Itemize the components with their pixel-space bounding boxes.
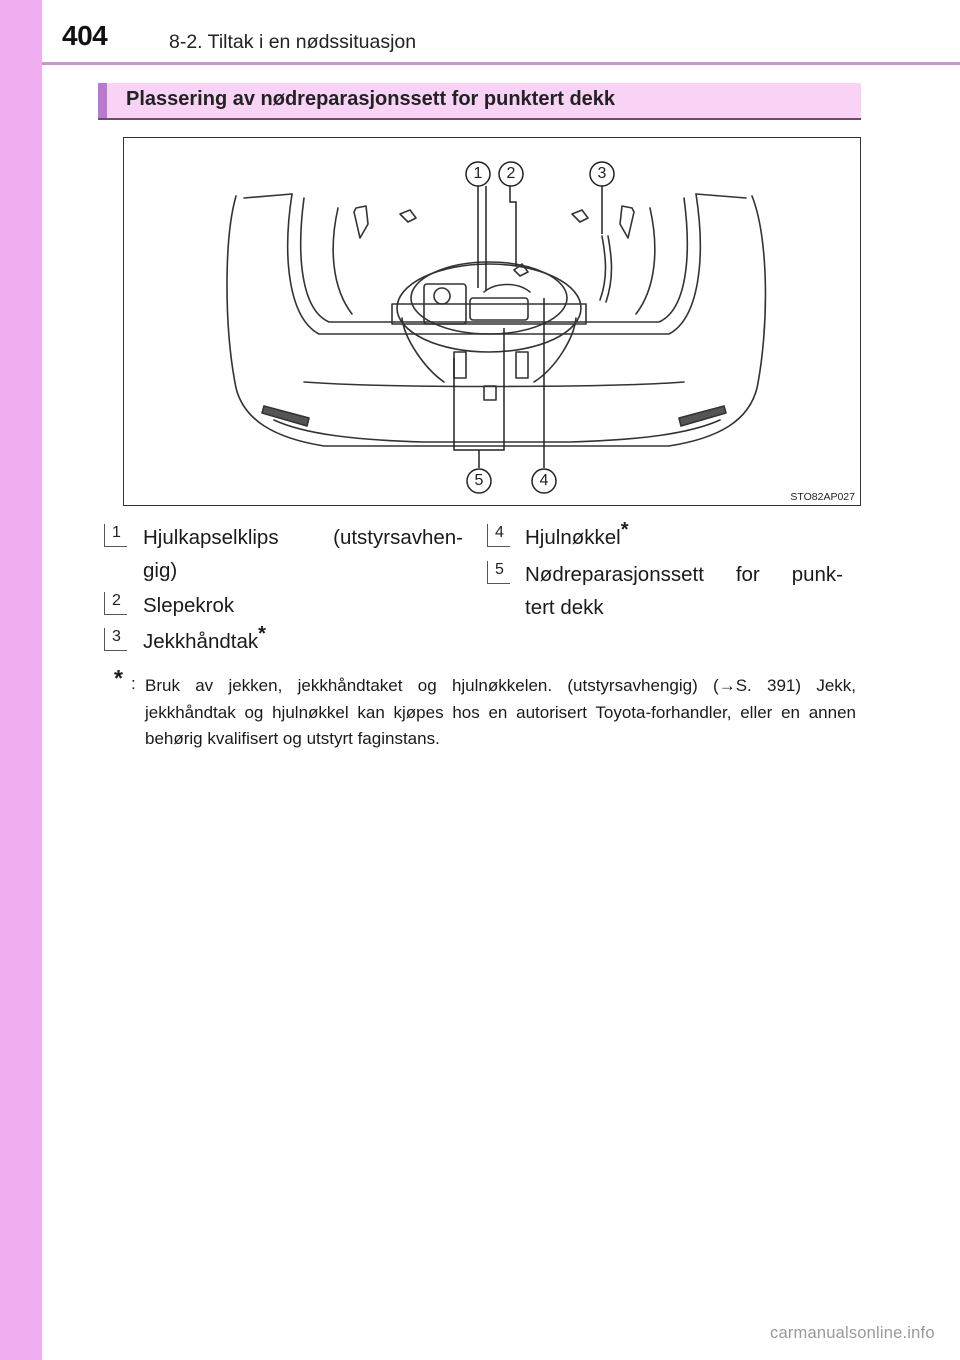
section-header [98, 83, 861, 119]
legend-badge-2: 2 [104, 592, 127, 615]
car-rear-drawing [124, 138, 862, 507]
page-number: 404 [62, 20, 108, 51]
footnote-asterisk: * [114, 665, 123, 691]
legend-item-5-line2: tert dekk [525, 596, 604, 619]
legend-item-2: Slepekrok [143, 594, 235, 617]
callout-5: 5 [466, 468, 492, 494]
header-rule [42, 62, 960, 65]
legend-badge-5: 5 [487, 561, 510, 584]
section-header-underline [98, 118, 861, 120]
legend-item-4 [525, 521, 629, 554]
legend-item-1-line1: Hjulkapselklips (utstyrsavhen- [143, 526, 463, 549]
callout-3: 3 [589, 161, 615, 187]
legend-item-4-label: Hjulnøkkel [525, 526, 621, 549]
legend-badge-1: 1 [104, 524, 127, 547]
legend-item-3-label: Jekkhåndtak [143, 630, 259, 653]
legend-item-4-asterisk: * [620, 519, 629, 542]
legend-item-3-asterisk: * [258, 623, 266, 646]
footnote-text: Bruk av jekken, jekkhåndtaket og hjulnøkkelen. (utstyrsavhengig) (→S. 391) Jekk, jekkhåndtak og hjulnøkkel kan kjøpes hos en autorisert Toyota-forhandler, eller en annen behørig kvalifisert og utstyrt faginstans. [145, 676, 856, 748]
legend-badge-3: 3 [104, 628, 127, 651]
chapter-title: 8-2. Tiltak i en nødssituasjon [169, 31, 417, 53]
watermark: carmanualsonline.info [770, 1324, 935, 1342]
section-title: Plassering av nødreparasjonssett for punktert dekk [126, 88, 616, 110]
callout-1: 1 [465, 161, 491, 187]
legend-item-5-line1: Nødreparasjonssett for punk- [525, 563, 843, 586]
side-tab-band [0, 0, 42, 1360]
legend-badge-4: 4 [487, 524, 510, 547]
trunk-illustration [123, 137, 861, 506]
callout-4: 4 [531, 468, 557, 494]
figure-code: STO82AP027 [790, 491, 855, 503]
legend-item-1-line2: gig) [143, 559, 178, 582]
legend-item-3 [143, 625, 266, 658]
footnote-colon: : [131, 674, 136, 693]
callout-2: 2 [498, 161, 524, 187]
